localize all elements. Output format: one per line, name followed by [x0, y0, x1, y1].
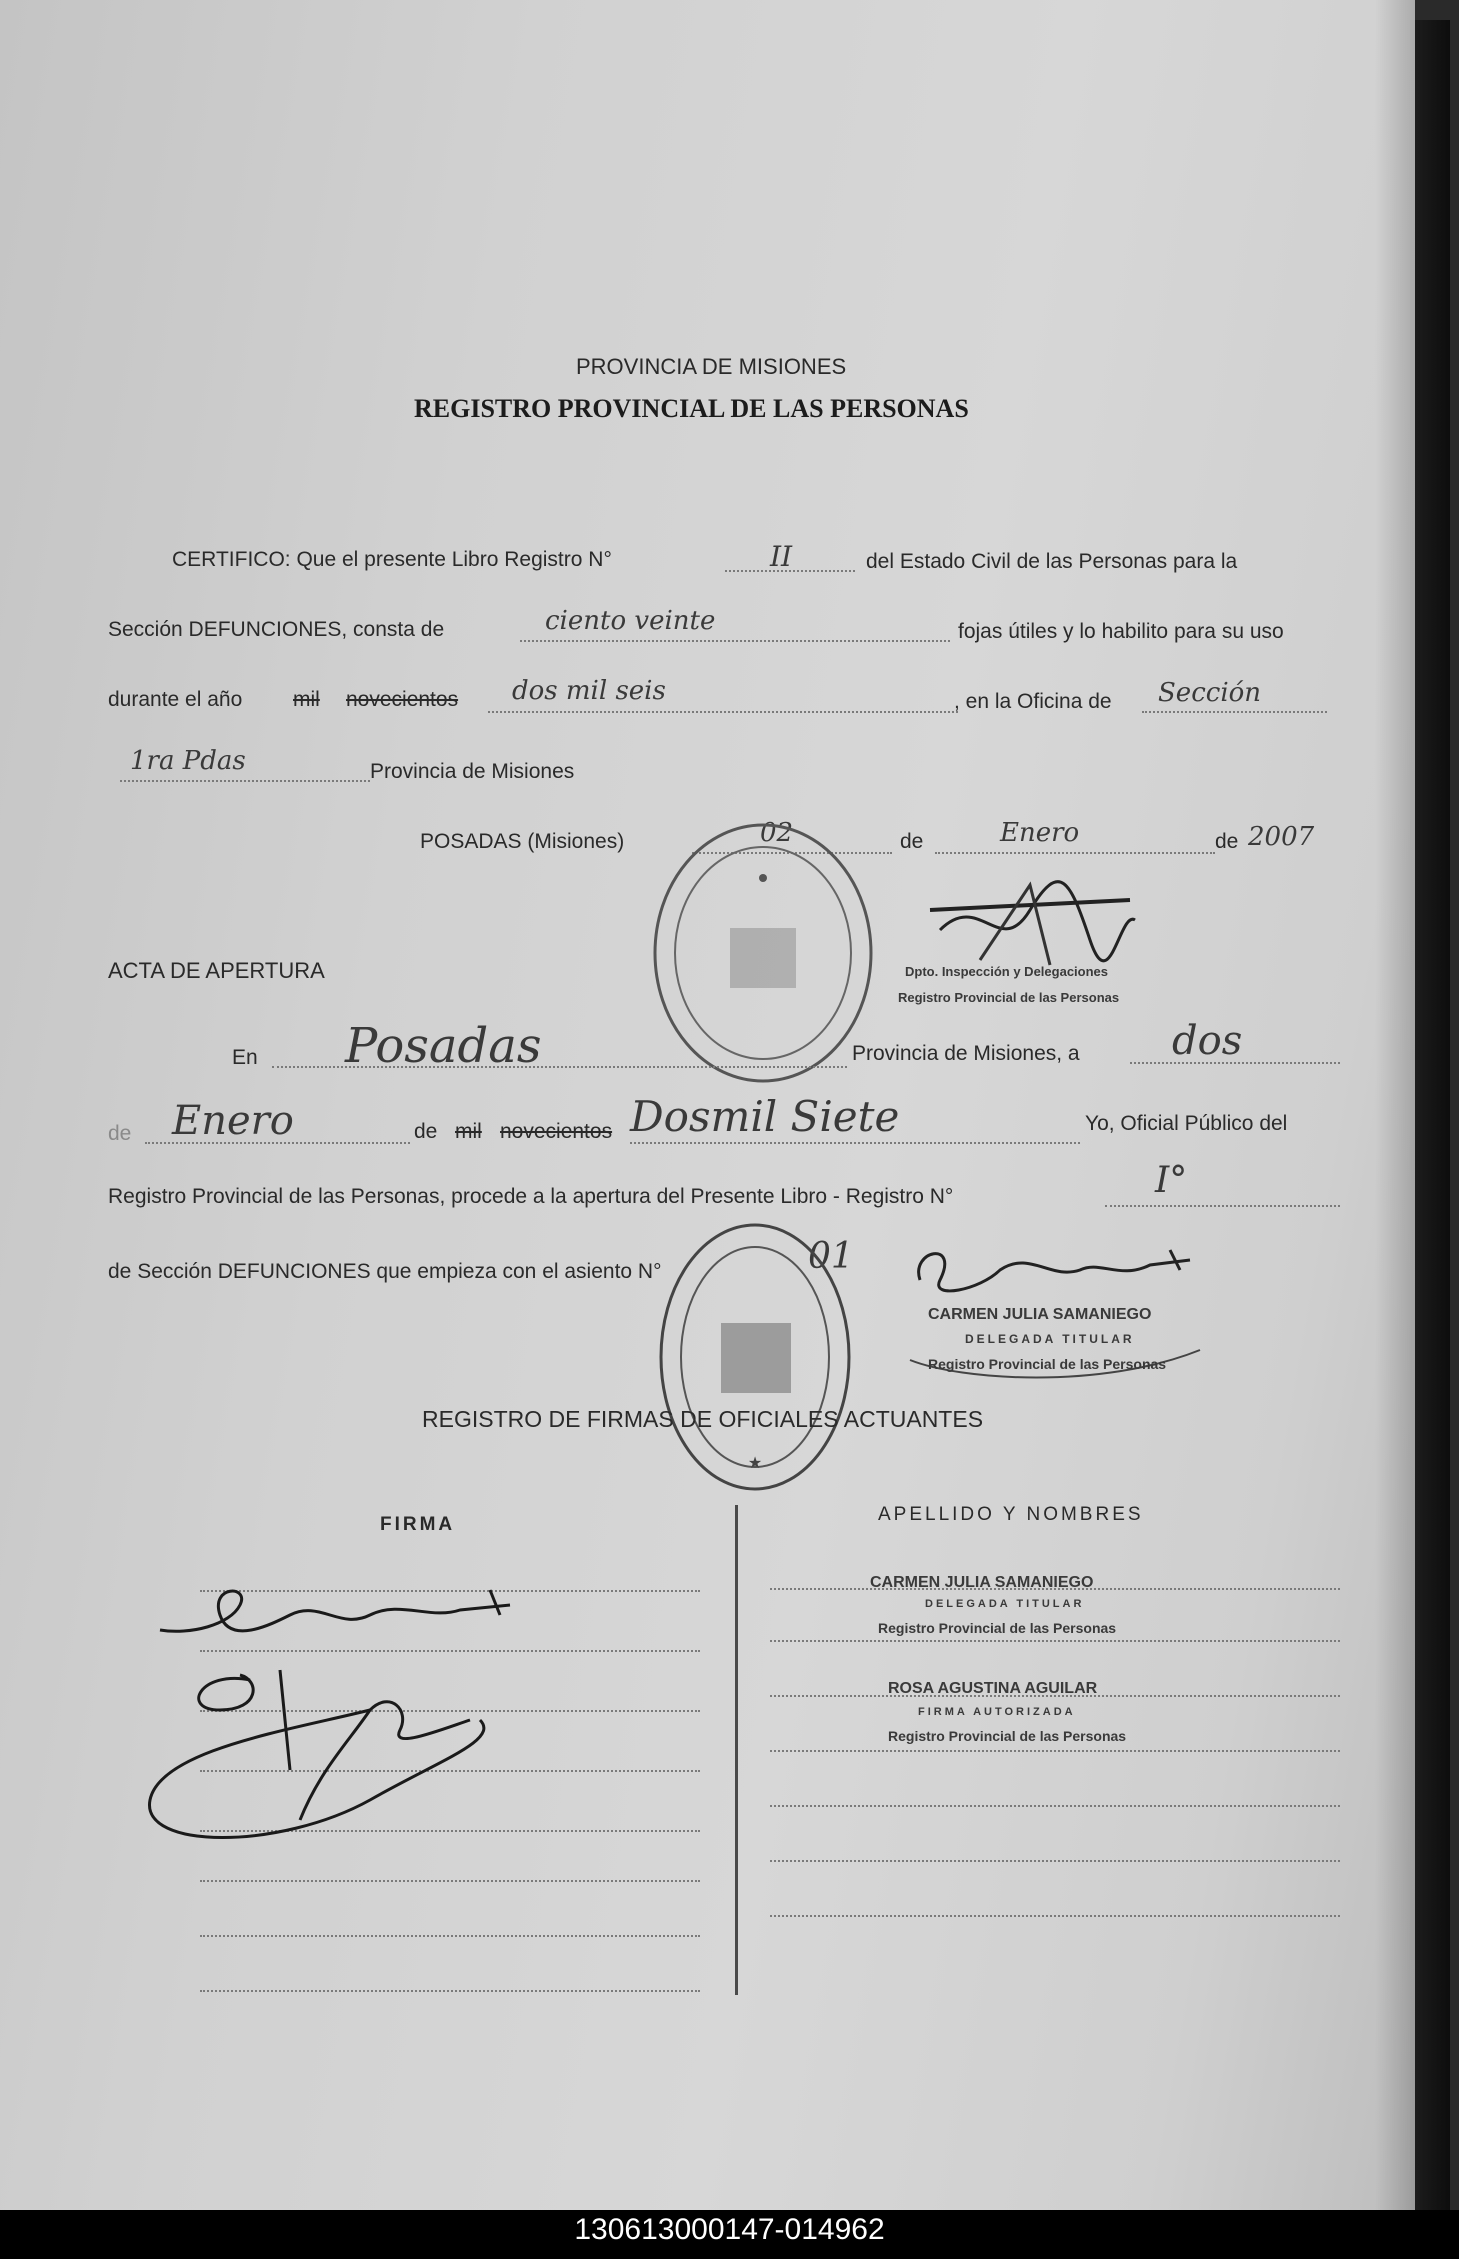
official-2-org: Registro Provincial de las Personas	[888, 1728, 1127, 1744]
firma-row-line	[200, 1880, 700, 1882]
struck-novecientos: novecientos	[346, 688, 459, 711]
registry-heading: REGISTRO PROVINCIAL DE LAS PERSONAS	[414, 394, 969, 423]
section-handwritten: 1ra Pdas	[130, 746, 246, 776]
cert-line2-end: fojas útiles y lo habilito para su uso	[958, 620, 1284, 643]
dept-stamp-line1: Dpto. Inspección y Delegaciones	[905, 964, 1108, 979]
year-written-line	[630, 1142, 1080, 1144]
year-stamp-handwritten: 2007	[1248, 822, 1315, 852]
acta-book-handwritten: I°	[1155, 1160, 1188, 1201]
year-written-handwritten: Dosmil Siete	[630, 1092, 900, 1141]
cert-line3-start: durante el año	[108, 688, 243, 711]
book-number-handwritten: II	[770, 540, 793, 573]
year-handwritten: dos mil seis	[512, 676, 666, 706]
official-seal-stamp	[648, 818, 878, 1088]
day-written-handwritten: dos	[1172, 1018, 1243, 1064]
firma-column-header: FIRMA	[380, 1514, 456, 1535]
acta-entry-handwritten: 01	[808, 1236, 854, 1277]
official-1-name: CARMEN JULIA SAMANIEGO	[870, 1574, 1094, 1591]
cert-line2-start: Sección DEFUNCIONES, consta de	[108, 618, 445, 641]
acta-struck-mil: mil	[455, 1120, 482, 1143]
month-handwritten: Enero	[1000, 818, 1080, 848]
acta-book-line	[1105, 1205, 1340, 1207]
acta-yo: Yo, Oficial Público del	[1085, 1112, 1288, 1135]
province-heading: PROVINCIA DE MISIONES	[576, 354, 847, 379]
acta-en: En	[232, 1046, 258, 1069]
section-line	[120, 780, 370, 782]
month-line	[935, 852, 1215, 854]
name-row-line	[770, 1750, 1340, 1752]
year-line	[488, 711, 958, 713]
official-seal-stamp-2	[655, 1218, 855, 1496]
document-id-label: 130613000147-014962	[574, 2213, 885, 2246]
de-label-2: de	[1215, 830, 1239, 853]
acta-seccion-line: de Sección DEFUNCIONES que empieza con el asiento N°	[108, 1260, 662, 1283]
official-1-title: DELEGADA TITULAR	[925, 1598, 1085, 1610]
svg-text:★: ★	[747, 1453, 763, 1472]
acta-de-1: de	[108, 1122, 132, 1145]
cert-line3-end: , en la Oficina de	[954, 690, 1112, 713]
acta-province: Provincia de Misiones, a	[852, 1042, 1080, 1065]
column-divider	[735, 1505, 738, 1995]
official-2-title: FIRMA AUTORIZADA	[918, 1706, 1076, 1718]
day-handwritten: 02	[760, 818, 794, 848]
name-row-line	[770, 1640, 1340, 1642]
name-row-line	[770, 1860, 1340, 1862]
firma-row-line	[200, 1990, 700, 1992]
acta-struck-novecientos: novecientos	[500, 1120, 613, 1143]
office-line	[1142, 711, 1327, 713]
de-label-1: de	[900, 830, 924, 853]
city-handwritten: Posadas	[345, 1018, 542, 1074]
month-written-handwritten: Enero	[172, 1098, 294, 1144]
official-stamp-name: CARMEN JULIA SAMANIEGO	[928, 1306, 1152, 1323]
firma-row-line	[200, 1935, 700, 1937]
acta-de-2: de	[414, 1120, 438, 1143]
name-row-line	[770, 1915, 1340, 1917]
signature-rosa	[140, 1650, 520, 1850]
official-stamp-title: DELEGADA TITULAR	[965, 1332, 1135, 1346]
folio-count-line	[520, 640, 950, 642]
signatures-title: REGISTRO DE FIRMAS DE OFICIALES ACTUANTES	[422, 1406, 984, 1432]
official-2-name: ROSA AGUSTINA AGUILAR	[888, 1680, 1098, 1697]
cert-line4: Provincia de Misiones	[370, 760, 575, 783]
acta-registro-line: Registro Provincial de las Personas, procede a la apertura del Presente Libro - Registro N°	[108, 1185, 954, 1208]
folio-count-handwritten: ciento veinte	[545, 606, 716, 636]
name-row-line	[770, 1805, 1340, 1807]
cert-line1-end: del Estado Civil de las Personas para la	[866, 550, 1238, 573]
office-handwritten: Sección	[1158, 678, 1262, 708]
struck-mil: mil	[293, 688, 320, 711]
cert-line1-start: CERTIFICO: Que el presente Libro Registro N°	[172, 548, 612, 571]
names-column-header: APELLIDO Y NOMBRES	[878, 1504, 1144, 1525]
official-1-org: Registro Provincial de las Personas	[878, 1620, 1117, 1636]
dept-stamp-line2: Registro Provincial de las Personas	[898, 990, 1120, 1005]
acta-title: ACTA DE APERTURA	[108, 958, 325, 983]
place-label: POSADAS (Misiones)	[420, 830, 625, 853]
official-stamp-org: Registro Provincial de las Personas	[928, 1356, 1167, 1372]
